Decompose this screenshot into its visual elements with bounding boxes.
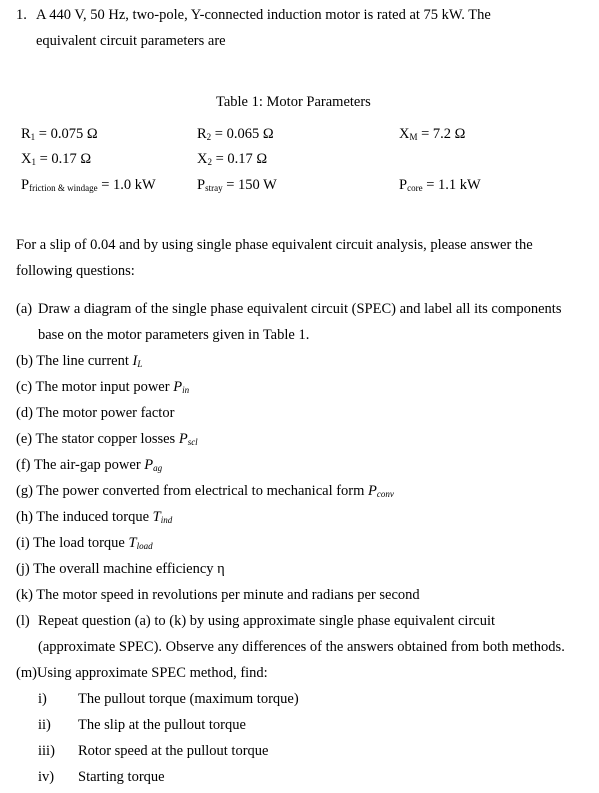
param-r2: $R_2 = 0.065$ Ω (197, 126, 274, 142)
question-c: (c) The motor input power $P_{in}$ (16, 379, 190, 395)
question-m: (m)Using approximate SPEC method, find: (16, 665, 268, 681)
question-l-label: (l) (16, 613, 30, 629)
param-x2: $X_2 = 0.17$ Ω (197, 151, 268, 167)
table-caption: Table 1: Motor Parameters (216, 94, 371, 110)
question-b: (b) The line current $I_L$ (16, 353, 143, 369)
problem-statement-line2: equivalent circuit parameters are (36, 33, 226, 49)
param-p-stray: $P_{stray} = 150$ W (197, 177, 277, 193)
question-a-line1: Draw a diagram of the single phase equivalent circuit (SPEC) and label all its components (38, 301, 562, 317)
question-a-label: (a) (16, 301, 33, 317)
question-m-item-4: iv) Starting torque (38, 769, 165, 785)
param-r1: $R_1 = 0.075$ Ω (21, 126, 98, 142)
param-p-core: $P_{core} = 1.1$ kW (399, 177, 481, 193)
question-j: (j) The overall machine efficiency η (16, 561, 225, 577)
question-d: (d) The motor power factor (16, 405, 175, 421)
question-g: (g) The power converted from electrical to mechanical form $P_{conv}$ (16, 483, 394, 499)
question-m-item-2: ii) The slip at the pullout torque (38, 717, 246, 733)
question-m-item-3: iii) Rotor speed at the pullout torque (38, 743, 269, 759)
question-l-line1: Repeat question (a) to (k) by using approximate single phase equivalent circuit (38, 613, 496, 629)
question-m-item-1: i) The pullout torque (maximum torque) (38, 691, 299, 707)
param-xm: $X_M = 7.2$ Ω (399, 126, 466, 142)
intro-line2: following questions: (16, 263, 135, 279)
problem-number: 1. (16, 7, 27, 23)
param-x1: $X_1 = 0.17$ Ω (21, 151, 92, 167)
question-h: (h) The induced torque $T_{ind}$ (16, 509, 173, 525)
problem-statement-line1: A 440 V, 50 Hz, two-pole, Y-connected induction motor is rated at 75 kW. The (36, 7, 491, 23)
question-i: (i) The load torque $T_{load}$ (16, 535, 153, 551)
question-a-line2: base on the motor parameters given in Table 1. (38, 327, 310, 343)
question-e: (e) The stator copper losses $P_{scl}$ (16, 431, 198, 447)
param-p-friction-windage: $P_{friction \& windage} = 1.0$ kW (21, 177, 156, 193)
question-l-line2: (approximate SPEC). Observe any differences of the answers obtained from both methods. (38, 639, 565, 655)
question-k: (k) The motor speed in revolutions per minute and radians per second (16, 587, 420, 603)
question-f: (f) The air-gap power $P_{ag}$ (16, 457, 163, 473)
intro-line1: For a slip of 0.04 and by using single phase equivalent circuit analysis, please answer the (16, 237, 533, 253)
